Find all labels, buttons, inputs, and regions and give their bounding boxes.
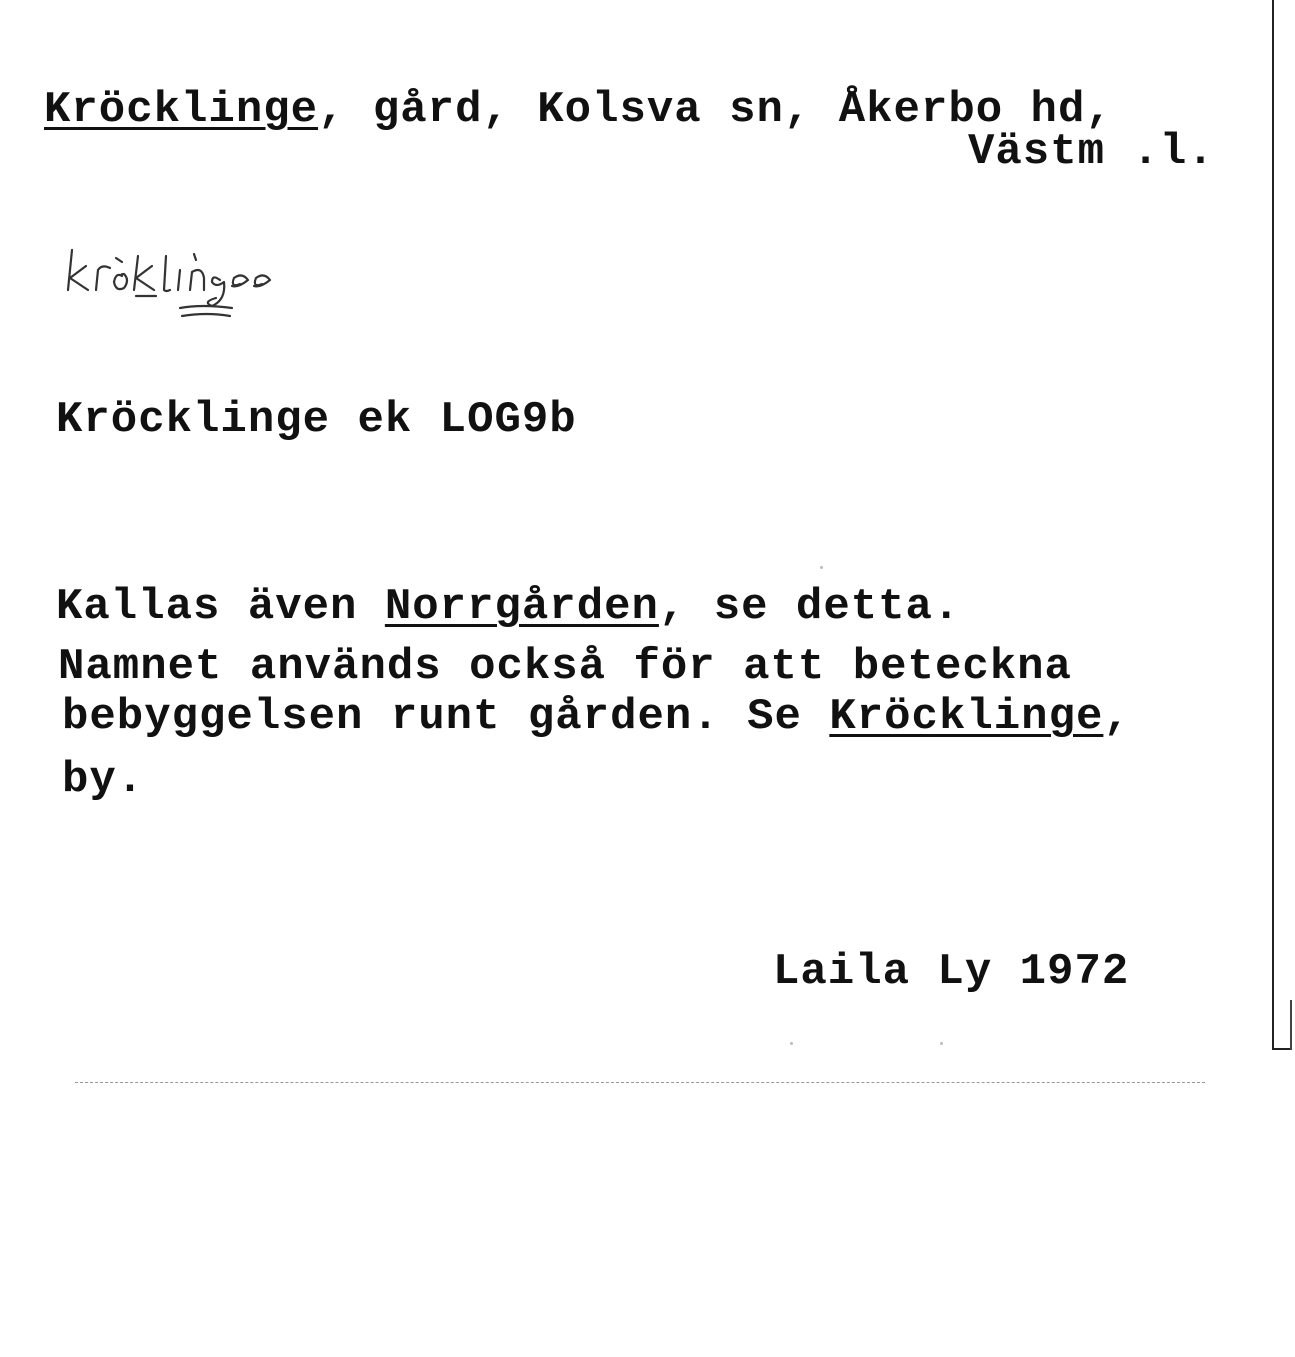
signature: Laila Ly 1972 xyxy=(773,947,1130,997)
body-line-3 xyxy=(62,692,1131,742)
handwritten-pronunciation xyxy=(62,230,362,330)
body-line-1 xyxy=(56,582,961,632)
cross-reference-norrgarden: Norrgården xyxy=(384,582,659,632)
handwriting-drawing xyxy=(62,230,362,330)
scan-speck xyxy=(790,1042,793,1045)
body-line-4: by. xyxy=(62,755,145,805)
scan-speck xyxy=(940,1042,943,1045)
scan-edge-line xyxy=(75,1082,1205,1083)
body-line-2: Namnet används också för att beteckna xyxy=(58,642,1072,692)
heading-description: , gård, Kolsva sn, Åkerbo hd, xyxy=(318,85,1113,135)
heading-line xyxy=(44,85,1113,135)
scan-speck xyxy=(820,566,823,569)
card-border-edge xyxy=(1290,1000,1292,1050)
cross-reference-krocklinge: Kröcklinge xyxy=(829,692,1104,742)
headword: Kröcklinge xyxy=(44,85,319,135)
body-text: , se detta. xyxy=(658,582,961,632)
body-text: Kallas även xyxy=(56,582,385,632)
heading-county: Västm .l. xyxy=(968,127,1215,177)
body-text: bebyggelsen runt gården. Se xyxy=(62,692,830,742)
reference-line: Kröcklinge ek LOG9b xyxy=(56,395,577,445)
card-border-right xyxy=(1272,0,1274,1050)
card-border-bottom xyxy=(1272,1048,1292,1050)
body-text: , xyxy=(1103,692,1131,742)
